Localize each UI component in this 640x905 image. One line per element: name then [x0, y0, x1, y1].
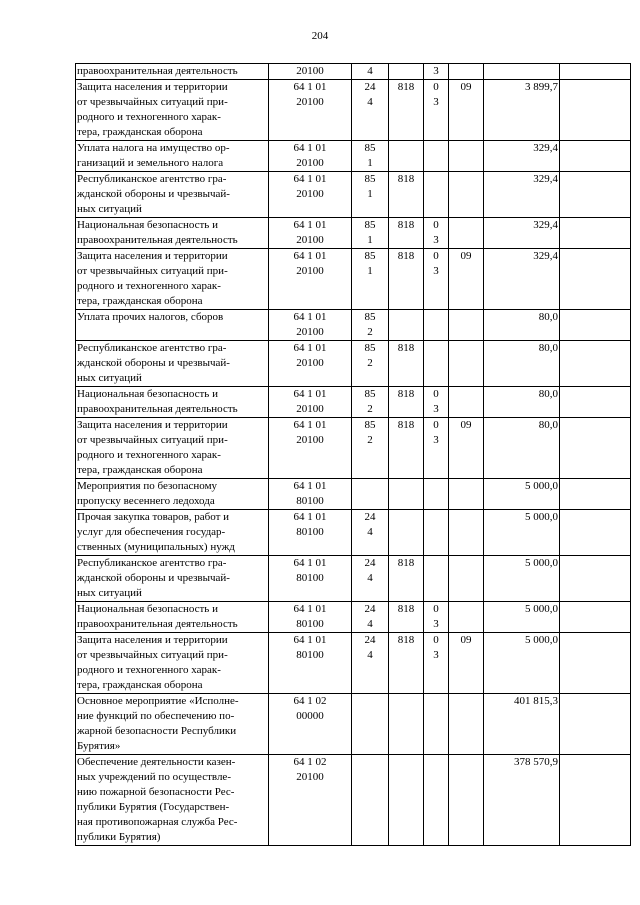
row-section-line: 3	[433, 434, 439, 446]
row-name-line: правоохранительная деятельность	[77, 234, 238, 246]
row-expense-type-line: 85	[364, 142, 376, 154]
row-target-article-cell	[269, 172, 352, 218]
row-expense-type-cell	[352, 64, 389, 80]
row-name-line: родного и техногенного харак-	[77, 664, 221, 676]
row-name-line: публики Бурятия (Государствен-	[77, 801, 230, 813]
row-name-cell	[76, 249, 269, 310]
row-name-line: публики Бурятия)	[77, 831, 161, 843]
row-name-line: родного и техногенного харак-	[77, 449, 221, 461]
row-name-cell	[76, 602, 269, 633]
row-expense-type-line: 24	[364, 557, 376, 569]
row-expense-type-line: 85	[364, 419, 376, 431]
row-name-line: ная противопожарная служба Рес-	[77, 816, 238, 828]
row-target-article-cell	[269, 64, 352, 80]
row-expense-type-line: 85	[364, 342, 376, 354]
row-section-cell	[424, 602, 449, 633]
row-name-line: Бурятия»	[77, 740, 121, 752]
row-target-article-line: 80100	[296, 618, 324, 630]
row-expense-type-line: 85	[364, 388, 376, 400]
row-target-article-line: 80100	[296, 495, 324, 507]
row-empty-cell	[560, 141, 631, 172]
row-empty-cell	[560, 218, 631, 249]
row-expense-type-line: 2	[367, 434, 373, 446]
row-empty-cell	[560, 633, 631, 694]
row-expense-type-line: 85	[364, 173, 376, 185]
row-target-article-line: 20100	[296, 65, 324, 77]
row-amount-cell: 5 000,0	[484, 633, 560, 694]
row-target-article-line: 20100	[296, 771, 324, 783]
row-administrator-code-cell	[389, 755, 424, 846]
row-name-cell	[76, 80, 269, 141]
row-name-line: Защита населения и территории	[77, 81, 228, 93]
row-section-cell	[424, 387, 449, 418]
row-target-article-cell	[269, 141, 352, 172]
row-section-cell	[424, 633, 449, 694]
row-amount-cell: 80,0	[484, 310, 560, 341]
row-empty-cell	[560, 479, 631, 510]
row-name-line: Уплата прочих налогов, сборов	[77, 311, 224, 323]
row-name-cell	[76, 218, 269, 249]
row-subsection-cell	[449, 387, 484, 418]
row-target-article-cell	[269, 218, 352, 249]
row-administrator-code-cell	[389, 510, 424, 556]
row-administrator-code-cell	[389, 218, 424, 249]
row-expense-type-cell	[352, 310, 389, 341]
row-expense-type-cell	[352, 479, 389, 510]
row-expense-type-line: 1	[367, 265, 373, 277]
row-section-line: 3	[433, 649, 439, 661]
row-name-line: Основное мероприятие «Исполне-	[77, 695, 239, 707]
row-expense-type-line: 85	[364, 311, 376, 323]
row-name-line: ных ситуаций	[77, 372, 142, 384]
row-target-article-line: 20100	[296, 234, 324, 246]
row-amount-cell	[484, 64, 560, 80]
row-target-article-line: 20100	[296, 96, 324, 108]
row-administrator-code-cell	[389, 249, 424, 310]
row-amount-cell: 80,0	[484, 387, 560, 418]
row-name-line: Уплата налога на имущество ор-	[77, 142, 230, 154]
row-section-line: 0	[433, 219, 439, 231]
row-target-article-cell	[269, 694, 352, 755]
row-subsection-line: 09	[460, 81, 472, 93]
row-expense-type-cell	[352, 172, 389, 218]
row-administrator-code-cell	[389, 602, 424, 633]
row-subsection-cell	[449, 556, 484, 602]
table-row	[76, 310, 631, 341]
row-expense-type-cell	[352, 218, 389, 249]
row-empty-cell	[560, 249, 631, 310]
row-empty-cell	[560, 80, 631, 141]
row-name-cell	[76, 341, 269, 387]
row-target-article-cell	[269, 80, 352, 141]
row-target-article-cell	[269, 556, 352, 602]
row-name-line: от чрезвычайных ситуаций при-	[77, 96, 228, 108]
row-administrator-code-cell	[389, 418, 424, 479]
row-empty-cell	[560, 310, 631, 341]
row-target-article-cell	[269, 310, 352, 341]
row-section-cell	[424, 249, 449, 310]
row-subsection-cell	[449, 141, 484, 172]
row-amount-cell: 3 899,7	[484, 80, 560, 141]
table-row	[76, 556, 631, 602]
row-section-line: 3	[433, 403, 439, 415]
table-row	[76, 64, 631, 80]
row-subsection-line: 09	[460, 250, 472, 262]
table-row	[76, 602, 631, 633]
row-expense-type-line: 4	[367, 618, 373, 630]
row-section-cell	[424, 694, 449, 755]
table-row	[76, 387, 631, 418]
table-row	[76, 418, 631, 479]
row-target-article-line: 20100	[296, 157, 324, 169]
row-subsection-cell	[449, 172, 484, 218]
row-expense-type-line: 4	[367, 649, 373, 661]
row-name-line: жданской обороны и чрезвычай-	[77, 357, 230, 369]
row-administrator-code-line: 818	[397, 173, 415, 185]
row-name-line: Республиканское агентство гра-	[77, 557, 227, 569]
table-row	[76, 80, 631, 141]
row-target-article-cell	[269, 249, 352, 310]
row-name-line: тера, гражданская оборона	[77, 464, 203, 476]
row-administrator-code-cell	[389, 310, 424, 341]
row-name-line: Национальная безопасность и	[77, 219, 218, 231]
row-name-cell	[76, 387, 269, 418]
row-subsection-cell	[449, 694, 484, 755]
row-section-line: 0	[433, 419, 439, 431]
row-expense-type-line: 1	[367, 157, 373, 169]
row-subsection-line: 09	[460, 419, 472, 431]
row-expense-type-line: 24	[364, 603, 376, 615]
row-section-line: 3	[433, 65, 439, 77]
row-empty-cell	[560, 510, 631, 556]
row-amount-cell: 329,4	[484, 172, 560, 218]
row-administrator-code-cell	[389, 694, 424, 755]
row-section-cell	[424, 218, 449, 249]
row-empty-cell	[560, 172, 631, 218]
row-target-article-line: 20100	[296, 188, 324, 200]
row-target-article-line: 64 1 01	[293, 81, 327, 93]
row-empty-cell	[560, 602, 631, 633]
row-expense-type-cell	[352, 418, 389, 479]
row-name-line: ственных (муниципальных) нужд	[77, 541, 235, 553]
table-row	[76, 633, 631, 694]
row-name-cell	[76, 172, 269, 218]
row-target-article-line: 64 1 01	[293, 419, 327, 431]
row-name-cell	[76, 510, 269, 556]
row-expense-type-cell	[352, 249, 389, 310]
row-empty-cell	[560, 341, 631, 387]
row-administrator-code-cell	[389, 341, 424, 387]
row-name-cell	[76, 694, 269, 755]
row-name-line: тера, гражданская оборона	[77, 679, 203, 691]
table-row	[76, 172, 631, 218]
row-subsection-cell	[449, 218, 484, 249]
row-administrator-code-line: 818	[397, 250, 415, 262]
row-subsection-cell	[449, 418, 484, 479]
table-row	[76, 510, 631, 556]
row-administrator-code-line: 818	[397, 634, 415, 646]
row-subsection-cell	[449, 633, 484, 694]
page-number: 204	[311, 30, 329, 42]
row-expense-type-cell	[352, 602, 389, 633]
row-section-line: 0	[433, 603, 439, 615]
row-target-article-line: 64 1 01	[293, 480, 327, 492]
row-amount-cell: 401 815,3	[484, 694, 560, 755]
row-amount-cell: 5 000,0	[484, 556, 560, 602]
row-name-line: Мероприятия по безопасному	[77, 480, 218, 492]
row-expense-type-line: 85	[364, 219, 376, 231]
row-administrator-code-cell	[389, 479, 424, 510]
row-expense-type-line: 2	[367, 326, 373, 338]
row-expense-type-cell	[352, 755, 389, 846]
row-administrator-code-cell	[389, 633, 424, 694]
row-target-article-line: 64 1 01	[293, 511, 327, 523]
row-name-line: ных учреждений по осуществле-	[77, 771, 231, 783]
row-amount-cell: 5 000,0	[484, 510, 560, 556]
row-subsection-cell	[449, 310, 484, 341]
row-name-line: жарной безопасности Республики	[77, 725, 237, 737]
row-target-article-line: 00000	[296, 710, 324, 722]
row-target-article-line: 64 1 01	[293, 311, 327, 323]
row-section-line: 0	[433, 634, 439, 646]
row-administrator-code-cell	[389, 80, 424, 141]
row-name-cell	[76, 310, 269, 341]
row-amount-cell: 80,0	[484, 341, 560, 387]
row-subsection-cell	[449, 602, 484, 633]
row-amount-cell: 329,4	[484, 218, 560, 249]
row-target-article-line: 20100	[296, 357, 324, 369]
row-target-article-line: 64 1 01	[293, 142, 327, 154]
row-expense-type-cell	[352, 80, 389, 141]
table-row	[76, 755, 631, 846]
row-target-article-cell	[269, 602, 352, 633]
row-name-line: нию пожарной безопасности Рес-	[77, 786, 235, 798]
row-subsection-cell	[449, 80, 484, 141]
row-name-cell	[76, 633, 269, 694]
table-row	[76, 341, 631, 387]
row-name-line: Обеспечение деятельности казен-	[77, 756, 236, 768]
row-name-line: пропуску весеннего ледохода	[77, 495, 215, 507]
row-administrator-code-cell	[389, 556, 424, 602]
row-name-line: от чрезвычайных ситуаций при-	[77, 265, 228, 277]
row-amount-cell: 329,4	[484, 141, 560, 172]
row-section-cell	[424, 80, 449, 141]
row-target-article-cell	[269, 479, 352, 510]
row-name-cell	[76, 755, 269, 846]
row-subsection-cell	[449, 341, 484, 387]
row-target-article-line: 80100	[296, 526, 324, 538]
row-amount-cell: 378 570,9	[484, 755, 560, 846]
row-name-line: Республиканское агентство гра-	[77, 173, 227, 185]
row-section-cell	[424, 418, 449, 479]
row-amount-cell: 5 000,0	[484, 602, 560, 633]
row-section-cell	[424, 64, 449, 80]
row-expense-type-line: 1	[367, 234, 373, 246]
row-name-line: жданской обороны и чрезвычай-	[77, 572, 230, 584]
row-expense-type-line: 4	[367, 526, 373, 538]
row-administrator-code-line: 818	[397, 557, 415, 569]
row-section-cell	[424, 172, 449, 218]
row-target-article-line: 64 1 02	[293, 695, 327, 707]
row-expense-type-line: 24	[364, 511, 376, 523]
row-administrator-code-cell	[389, 141, 424, 172]
row-name-line: ных ситуаций	[77, 587, 142, 599]
row-empty-cell	[560, 556, 631, 602]
table-row	[76, 218, 631, 249]
row-administrator-code-cell	[389, 64, 424, 80]
row-expense-type-line: 2	[367, 357, 373, 369]
row-name-line: правоохранительная деятельность	[77, 65, 238, 77]
row-name-line: тера, гражданская оборона	[77, 126, 203, 138]
row-target-article-line: 64 1 01	[293, 219, 327, 231]
row-name-line: Республиканское агентство гра-	[77, 342, 227, 354]
row-administrator-code-line: 818	[397, 603, 415, 615]
row-name-line: Защита населения и территории	[77, 250, 228, 262]
row-expense-type-line: 2	[367, 403, 373, 415]
row-empty-cell	[560, 755, 631, 846]
table-row	[76, 249, 631, 310]
table-row	[76, 694, 631, 755]
row-administrator-code-line: 818	[397, 342, 415, 354]
row-section-cell	[424, 755, 449, 846]
row-name-line: тера, гражданская оборона	[77, 295, 203, 307]
row-target-article-line: 64 1 01	[293, 173, 327, 185]
row-name-cell	[76, 418, 269, 479]
row-section-line: 3	[433, 618, 439, 630]
row-target-article-line: 64 1 02	[293, 756, 327, 768]
row-target-article-line: 20100	[296, 403, 324, 415]
row-target-article-cell	[269, 510, 352, 556]
row-name-line: правоохранительная деятельность	[77, 403, 238, 415]
row-administrator-code-line: 818	[397, 388, 415, 400]
row-expense-type-cell	[352, 510, 389, 556]
row-target-article-line: 64 1 01	[293, 634, 327, 646]
row-name-line: услуг для обеспечения государ-	[77, 526, 226, 538]
row-expense-type-cell	[352, 141, 389, 172]
row-name-line: от чрезвычайных ситуаций при-	[77, 649, 228, 661]
row-name-cell	[76, 556, 269, 602]
row-target-article-line: 64 1 01	[293, 250, 327, 262]
row-expense-type-cell	[352, 556, 389, 602]
row-name-line: родного и техногенного харак-	[77, 280, 221, 292]
row-name-line: жданской обороны и чрезвычай-	[77, 188, 230, 200]
row-name-line: Прочая закупка товаров, работ и	[77, 511, 230, 523]
row-name-line: ных ситуаций	[77, 203, 142, 215]
row-subsection-cell	[449, 64, 484, 80]
row-subsection-cell	[449, 755, 484, 846]
row-target-article-line: 20100	[296, 326, 324, 338]
row-target-article-line: 20100	[296, 265, 324, 277]
row-section-line: 0	[433, 250, 439, 262]
row-section-cell	[424, 341, 449, 387]
row-name-line: Национальная безопасность и	[77, 388, 218, 400]
row-subsection-cell	[449, 249, 484, 310]
row-empty-cell	[560, 387, 631, 418]
row-name-line: Защита населения и территории	[77, 634, 228, 646]
row-section-line: 0	[433, 388, 439, 400]
row-empty-cell	[560, 64, 631, 80]
row-section-line: 0	[433, 81, 439, 93]
row-expense-type-line: 4	[367, 65, 373, 77]
row-target-article-line: 64 1 01	[293, 342, 327, 354]
row-target-article-cell	[269, 755, 352, 846]
row-section-cell	[424, 479, 449, 510]
row-expense-type-line: 24	[364, 81, 376, 93]
row-expense-type-line: 24	[364, 634, 376, 646]
row-administrator-code-line: 818	[397, 219, 415, 231]
row-name-line: Защита населения и территории	[77, 419, 228, 431]
row-amount-cell: 80,0	[484, 418, 560, 479]
row-expense-type-line: 85	[364, 250, 376, 262]
row-section-cell	[424, 556, 449, 602]
row-target-article-line: 64 1 01	[293, 388, 327, 400]
row-expense-type-cell	[352, 341, 389, 387]
row-name-line: ние функций по обеспечению по-	[77, 710, 235, 722]
row-section-line: 3	[433, 265, 439, 277]
row-target-article-cell	[269, 341, 352, 387]
row-section-cell	[424, 510, 449, 556]
row-subsection-cell	[449, 510, 484, 556]
row-expense-type-cell	[352, 694, 389, 755]
row-name-cell	[76, 479, 269, 510]
row-section-line: 3	[433, 96, 439, 108]
row-section-cell	[424, 310, 449, 341]
row-expense-type-line: 1	[367, 188, 373, 200]
row-empty-cell	[560, 418, 631, 479]
row-administrator-code-line: 818	[397, 419, 415, 431]
row-section-cell	[424, 141, 449, 172]
row-target-article-cell	[269, 418, 352, 479]
row-target-article-line: 20100	[296, 434, 324, 446]
row-name-line: от чрезвычайных ситуаций при-	[77, 434, 228, 446]
row-expense-type-cell	[352, 387, 389, 418]
row-name-line: родного и техногенного харак-	[77, 111, 221, 123]
row-target-article-line: 80100	[296, 649, 324, 661]
row-expense-type-cell	[352, 633, 389, 694]
row-name-cell	[76, 64, 269, 80]
table-row	[76, 479, 631, 510]
budget-table	[75, 63, 631, 846]
row-target-article-line: 80100	[296, 572, 324, 584]
row-subsection-line: 09	[460, 634, 472, 646]
row-administrator-code-cell	[389, 172, 424, 218]
row-expense-type-line: 4	[367, 572, 373, 584]
row-target-article-line: 64 1 01	[293, 557, 327, 569]
row-name-line: ганизаций и земельного налога	[77, 157, 224, 169]
row-administrator-code-cell	[389, 387, 424, 418]
row-name-line: правоохранительная деятельность	[77, 618, 238, 630]
row-empty-cell	[560, 694, 631, 755]
row-target-article-cell	[269, 387, 352, 418]
row-amount-cell: 329,4	[484, 249, 560, 310]
row-administrator-code-line: 818	[397, 81, 415, 93]
row-name-line: Национальная безопасность и	[77, 603, 218, 615]
table-row	[76, 141, 631, 172]
row-amount-cell: 5 000,0	[484, 479, 560, 510]
row-name-cell	[76, 141, 269, 172]
row-target-article-cell	[269, 633, 352, 694]
row-subsection-cell	[449, 479, 484, 510]
row-expense-type-line: 4	[367, 96, 373, 108]
row-section-line: 3	[433, 234, 439, 246]
budget-table-body	[76, 64, 631, 846]
row-target-article-line: 64 1 01	[293, 603, 327, 615]
